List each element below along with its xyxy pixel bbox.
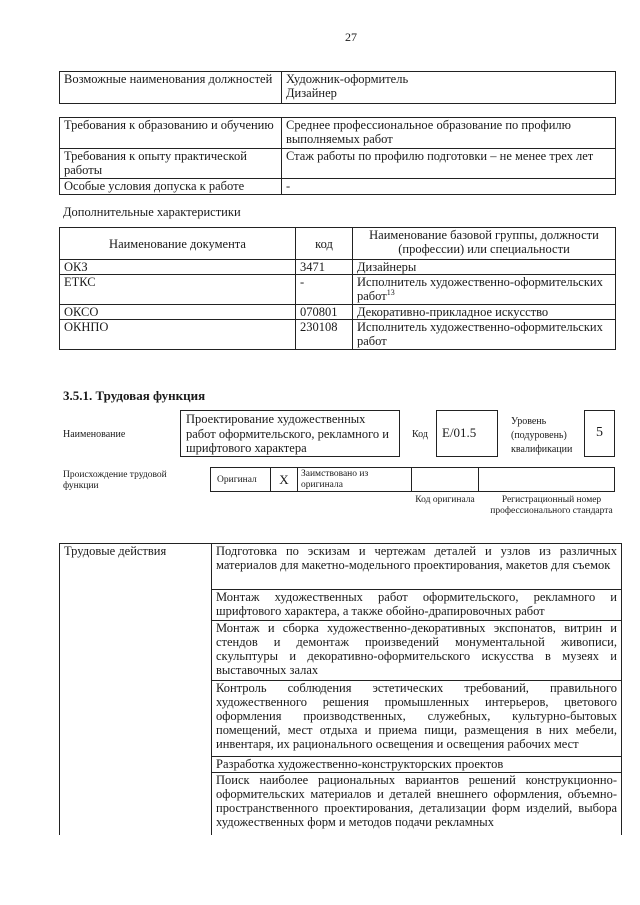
requirement-label: Требования к образованию и обучению	[60, 118, 282, 149]
borrowed-label: Заимствовано из оригинала	[301, 469, 369, 490]
requirement-value: -	[282, 179, 616, 195]
origin-label: Происхождение трудовой функции	[63, 470, 167, 491]
requirements-table	[59, 117, 616, 195]
positions-table	[59, 71, 616, 104]
level-box: 5	[584, 410, 615, 457]
name-cell: Декоративно-прикладное искусство	[353, 305, 616, 320]
table-row	[60, 179, 616, 195]
action-item: Монтаж художественных работ оформительского, рекламного и шрифтового характера, а также обойно-драпировочных работ	[212, 590, 622, 621]
action-item: Поиск наиболее рациональных вариантов решений конструкционно-оформительских материалов и деталей внешнего оформления, объемно-пространственного проектирования, детализации форм изделий, выбора художественных форм и методов подачи рекламных	[212, 773, 622, 835]
name-cell: Исполнитель художественно-оформительских работ	[357, 275, 603, 303]
doc-cell: ОКЗ	[60, 260, 296, 275]
code-cell: 3471	[296, 260, 353, 275]
doc-cell: ОКСО	[60, 305, 296, 320]
position-value: Художник-оформитель	[286, 72, 409, 86]
original-label: Оригинал	[217, 475, 257, 485]
function-name-label: Наименование	[63, 429, 126, 440]
table-row	[60, 149, 616, 179]
code-original-caption: Код оригинала	[415, 495, 475, 505]
action-item: Контроль соблюдения эстетических требований, правильного художественного решения промышленных интерьеров, цветового оформления производственных, служебных, культурно-бытовых помещений, мест отдыха и приема пищи, размещения в них мебели, инвентаря, их рационального освещения и освещения рабочих мест	[212, 681, 622, 757]
table-row	[60, 260, 616, 275]
table-row	[60, 320, 616, 350]
action-item: Подготовка по эскизам и чертежам деталей и узлов из различных материалов для макетно-модельного проектирования, макетов для съемок	[212, 544, 622, 590]
code-cell: 230108	[296, 320, 353, 350]
divider	[478, 468, 479, 491]
positions-label: Возможные наименования должностей	[60, 72, 282, 104]
requirement-value: Среднее профессиональное образование по профилю выполняемых работ	[282, 118, 616, 149]
position-value: Дизайнер	[286, 86, 337, 100]
action-item: Разработка художественно-конструкторских проектов	[212, 757, 622, 773]
section-title: 3.5.1. Трудовая функция	[63, 388, 206, 403]
function-code-label: Код	[412, 429, 428, 440]
additional-title: Дополнительные характеристики	[63, 205, 241, 219]
code-cell: -	[296, 275, 353, 305]
table-header-row	[60, 228, 616, 260]
table-row	[60, 305, 616, 320]
origin-row	[210, 467, 615, 492]
labour-actions-table	[59, 543, 622, 835]
additional-table	[59, 227, 616, 350]
level-label: Уровень (подуровень) квалификации	[511, 416, 573, 455]
footnote-mark: 13	[386, 287, 395, 297]
code-cell: 070801	[296, 305, 353, 320]
reg-number-caption: Регистрационный номер профессионального стандарта	[490, 495, 613, 516]
doc-cell: ЕТКС	[60, 275, 296, 305]
column-header: Наименование документа	[60, 228, 296, 260]
name-cell: Дизайнеры	[353, 260, 616, 275]
divider	[411, 468, 412, 491]
table-row	[60, 544, 622, 590]
table-row	[60, 118, 616, 149]
action-item: Монтаж и сборка художественно-декоративных экспонатов, витрин и стендов и демонтаж произведений монументальной живописи, скульптуры и декоративно-оформительского искусства в музеях и выставочных залах	[212, 621, 622, 681]
requirement-value: Стаж работы по профилю подготовки – не менее трех лет	[282, 149, 616, 179]
requirement-label: Особые условия допуска к работе	[60, 179, 282, 195]
function-code-box: E/01.5	[436, 410, 498, 457]
table-row	[60, 275, 616, 305]
function-name-box: Проектирование художественных работ оформительского, рекламного и шрифтового характера	[180, 410, 400, 457]
column-header: код	[296, 228, 353, 260]
name-cell: Исполнитель художественно-оформительских работ	[353, 320, 616, 350]
actions-label: Трудовые действия	[60, 544, 212, 835]
original-mark: X	[270, 468, 298, 491]
page-number: 27	[345, 30, 357, 44]
doc-cell: ОКНПО	[60, 320, 296, 350]
column-header: Наименование базовой группы, должности (профессии) или специальности	[353, 228, 616, 260]
requirement-label: Требования к опыту практической работы	[60, 149, 282, 179]
